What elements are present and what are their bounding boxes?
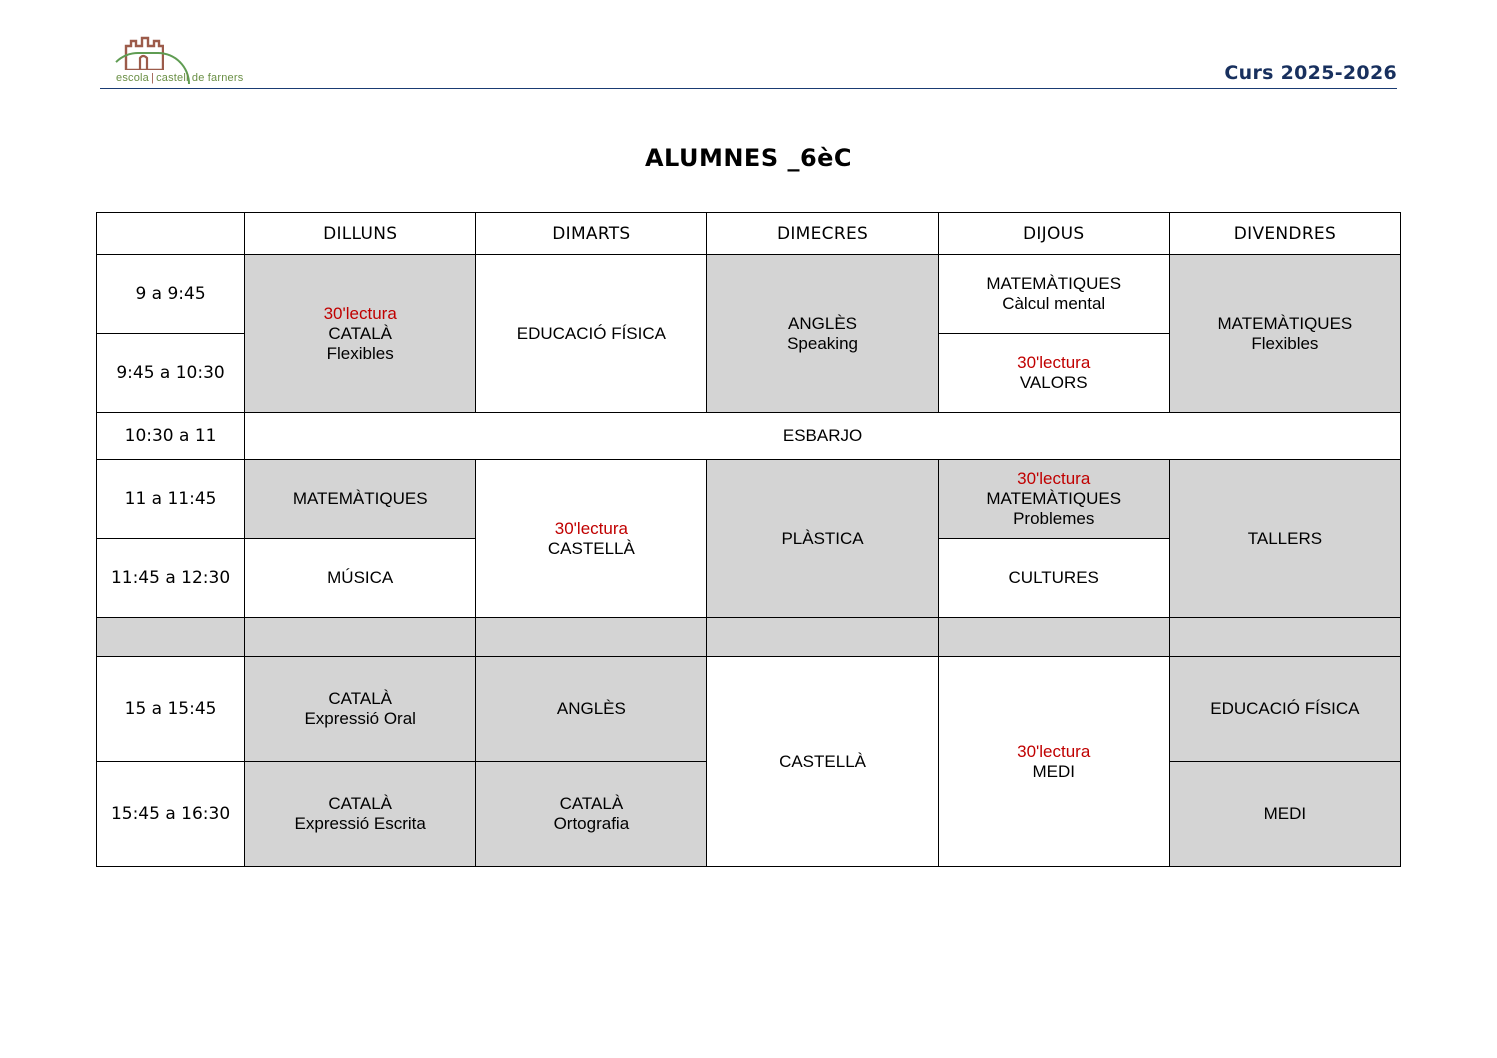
cell-subject: MATEMÀTIQUES <box>292 489 428 508</box>
table-row-midday <box>97 618 1401 657</box>
cell-dilluns-1500 <box>245 657 476 762</box>
cell-dilluns-morning1 <box>245 255 476 413</box>
cell-dimarts-1545 <box>476 762 707 867</box>
cell-divendres-1500 <box>1169 657 1400 762</box>
cell-midday-dimecres <box>707 618 938 657</box>
cell-dimecres-morning2 <box>707 460 938 618</box>
cell-dijous-afternoon <box>938 657 1169 867</box>
course-year: Curs 2025-2026 <box>1224 62 1397 84</box>
cell-subject: CASTELLÀ <box>547 538 635 558</box>
day-header-dimecres: DIMECRES <box>707 213 938 255</box>
cell-detail: Ortografia <box>553 814 630 833</box>
cell-subject: ANGLÈS <box>788 313 858 333</box>
cell-dijous-0945 <box>938 334 1169 413</box>
cell-detail: Flexibles <box>326 343 394 363</box>
cell-divendres-morning2 <box>1169 460 1400 618</box>
cell-dimarts-1500 <box>476 657 707 762</box>
cell-subject: MEDI <box>1263 804 1307 823</box>
logo-name-word: castell de farners <box>156 72 244 84</box>
cell-subject: EDUCACIÓ FÍSICA <box>516 323 666 343</box>
cell-dimecres-morning1 <box>707 255 938 413</box>
cell-subject: PLÀSTICA <box>781 528 864 548</box>
cell-dimarts-morning2 <box>476 460 707 618</box>
cell-subject: MATEMÀTIQUES <box>986 274 1122 293</box>
cell-subject: CATALÀ <box>328 689 392 708</box>
day-header-divendres: DIVENDRES <box>1169 213 1400 255</box>
cell-dilluns-1100 <box>245 460 476 539</box>
cell-dijous-0900 <box>938 255 1169 334</box>
cell-dilluns-1545 <box>245 762 476 867</box>
time-slot-1500: 15 a 15:45 <box>97 657 245 762</box>
cell-subject: MATEMÀTIQUES <box>986 489 1122 508</box>
cell-subject: EDUCACIÓ FÍSICA <box>1210 699 1360 718</box>
cell-detail: Expressió Oral <box>304 709 416 728</box>
table-row-break <box>97 413 1401 460</box>
cell-divendres-morning1 <box>1169 255 1400 413</box>
time-slot-0945: 9:45 a 10:30 <box>97 334 245 413</box>
break-cell: ESBARJO <box>245 413 1401 460</box>
cell-subject: CASTELLÀ <box>779 751 866 771</box>
logo-separator: | <box>151 72 155 84</box>
header-divider <box>100 88 1397 89</box>
time-slot-1100: 11 a 11:45 <box>97 460 245 539</box>
logo-wordmark <box>116 72 243 84</box>
cell-detail: Speaking <box>787 333 858 353</box>
cell-midday-dilluns <box>245 618 476 657</box>
cell-divendres-1545 <box>1169 762 1400 867</box>
time-slot-1145: 11:45 a 12:30 <box>97 539 245 618</box>
table-corner-cell <box>97 213 245 255</box>
weekly-schedule-table <box>96 212 1401 867</box>
page-title: ALUMNES _6èC <box>644 144 853 172</box>
cell-subject: MATEMÀTIQUES <box>1217 313 1353 333</box>
cell-subject: MEDI <box>1032 761 1075 781</box>
cell-subject: MÚSICA <box>327 568 394 587</box>
time-slot-midday <box>97 618 245 657</box>
table-row <box>97 460 1401 539</box>
cell-detail: Flexibles <box>1251 333 1319 353</box>
cell-detail: Càlcul mental <box>1002 294 1106 313</box>
day-header-dijous: DIJOUS <box>938 213 1169 255</box>
cell-dijous-1100 <box>938 460 1169 539</box>
day-header-dimarts: DIMARTS <box>476 213 707 255</box>
cell-subject: ANGLÈS <box>556 699 626 718</box>
page-header <box>0 0 1497 96</box>
logo-school-word: escola <box>116 72 149 84</box>
cell-lectura-label: 30'lectura <box>1017 469 1091 488</box>
cell-midday-dimarts <box>476 618 707 657</box>
cell-dimecres-afternoon <box>707 657 938 867</box>
cell-dimarts-morning1 <box>476 255 707 413</box>
cell-midday-divendres <box>1169 618 1400 657</box>
cell-subject: CATALÀ <box>328 794 392 813</box>
cell-lectura-label: 30'lectura <box>323 303 397 323</box>
cell-midday-dijous <box>938 618 1169 657</box>
cell-subject: CULTURES <box>1008 568 1099 587</box>
cell-detail: Expressió Escrita <box>294 814 426 833</box>
cell-subject: CATALÀ <box>328 323 392 343</box>
table-header-row <box>97 213 1401 255</box>
day-header-dilluns: DILLUNS <box>245 213 476 255</box>
time-slot-1545: 15:45 a 16:30 <box>97 762 245 867</box>
table-row <box>97 255 1401 334</box>
cell-lectura-label: 30'lectura <box>1017 353 1091 372</box>
cell-lectura-label: 30'lectura <box>554 518 628 538</box>
cell-detail: Problemes <box>1013 509 1095 528</box>
cell-lectura-label: 30'lectura <box>1017 741 1091 761</box>
time-slot-1030: 10:30 a 11 <box>97 413 245 460</box>
cell-subject: TALLERS <box>1247 528 1323 548</box>
cell-dilluns-1145 <box>245 539 476 618</box>
cell-dijous-1145 <box>938 539 1169 618</box>
time-slot-0900: 9 a 9:45 <box>97 255 245 334</box>
cell-subject: CATALÀ <box>559 794 624 813</box>
table-row <box>97 657 1401 762</box>
cell-subject: VALORS <box>1019 373 1088 392</box>
